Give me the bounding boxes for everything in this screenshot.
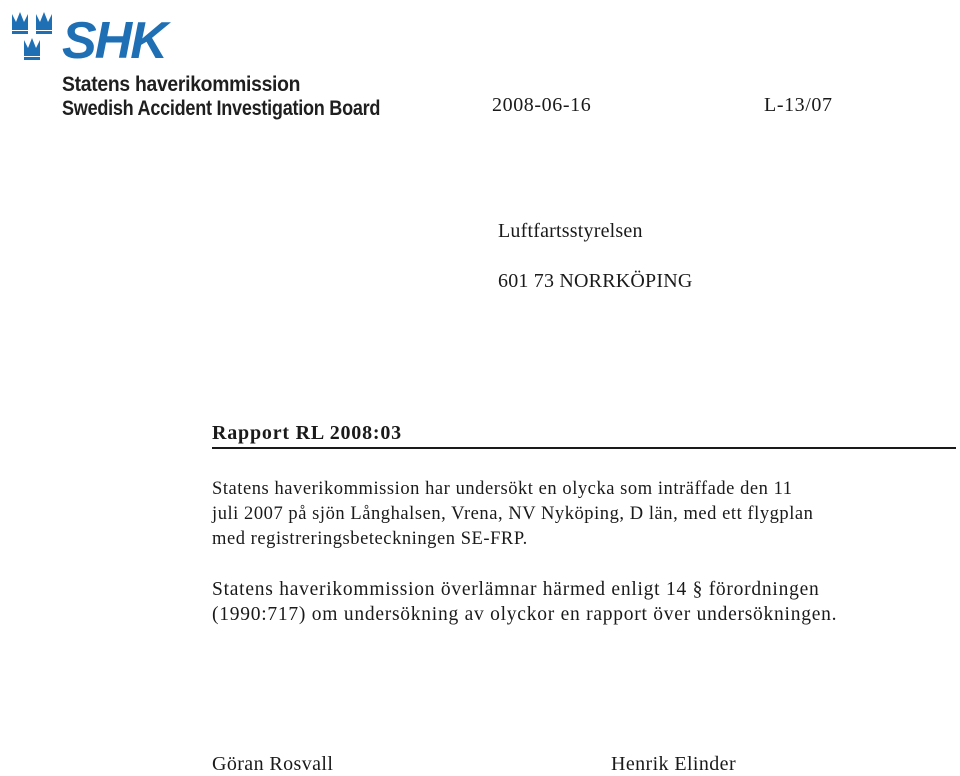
paragraph-line: (1990:717) om undersökning av olyckor en rapport över undersökningen. [212, 604, 838, 625]
signatory-2: Henrik Elinder [611, 753, 737, 775]
three-crowns-icon [10, 10, 210, 72]
logo-wordmark: SHK [62, 12, 166, 70]
report-title: Rapport RL 2008:03 [212, 422, 402, 444]
shk-logo [10, 10, 381, 128]
title-underline [212, 447, 956, 449]
paragraph-2 [212, 577, 837, 627]
recipient-name: Luftfartsstyrelsen [498, 220, 643, 242]
paragraph-1 [212, 477, 813, 552]
paragraph-line: med registreringsbeteckningen SE-FRP. [212, 529, 528, 549]
org-name-en: Swedish Accident Investigation Board [62, 97, 381, 120]
paragraph-line: juli 2007 på sjön Långhalsen, Vrena, NV Nyköping, D län, med ett flygplan [212, 504, 814, 524]
org-name: Statens haverikommission [62, 73, 301, 96]
paragraph-line: Statens haverikommission har undersökt en olycka som inträffade den 11 [212, 479, 793, 499]
signatory-1: Göran Rosvall [212, 753, 334, 775]
paragraph-line: Statens haverikommission överlämnar härmed enligt 14 § förordningen [212, 579, 820, 600]
recipient-address: 601 73 NORRKÖPING [498, 270, 693, 292]
document-date: 2008-06-16 [492, 94, 592, 116]
reference-number: L-13/07 [764, 94, 833, 116]
